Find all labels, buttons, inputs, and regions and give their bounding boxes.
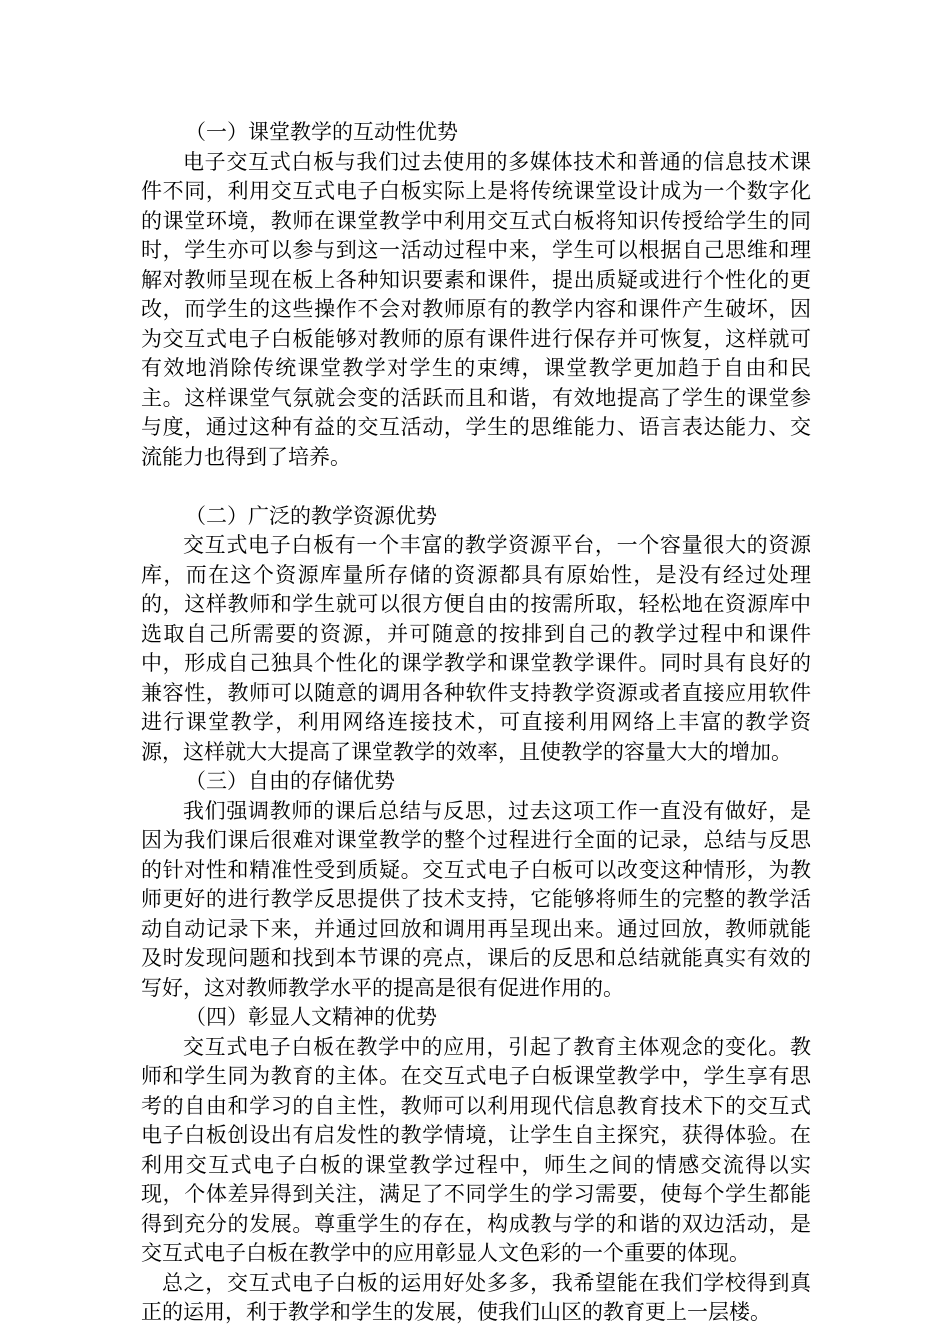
document-page — [141, 118, 811, 1328]
section-heading-3: （三）自由的存储优势 — [185, 769, 395, 793]
section-body-2: 交互式电子白板有一个丰富的教学资源平台，一个容量很大的资源库，而在这个资源库量所存储的资源都具有原始性，是没有经过处理的，这样教师和学生就可以很方便自由的按需所取，轻松地在资源库中选取自己所需要的资源，并可随意的按排到自己的教学过程中和课件中，形成自己独具个性化的课学教学和课堂教学课件。同时具有良好的兼容性，教师可以随意的调用各种软件支持教学资源或者直接应用软件进行课堂教学，利用网络连接技术，可直接利用网络上丰富的教学资源，这样就大大提高了课堂教学的效率，且使教学的容量大大的增加。 — [141, 533, 811, 764]
section-body-3: 我们强调教师的课后总结与反思，过去这项工作一直没有做好，是因为我们课后很难对课堂教学的整个过程进行全面的记录，总结与反思的针对性和精准性受到质疑。交互式电子白板可以改变这种情形，为教师更好的进行教学反思提供了技术支持，它能够将师生的完整的教学活动自动记录下来，并通过回放和调用再呈现出来。通过回放，教师就能及时发现问题和找到本节课的亮点，课后的反思和总结就能真实有效的写好，这对教师教学水平的提高是很有促进作用的。 — [141, 798, 811, 1000]
section-heading-4: （四）彰显人文精神的优势 — [185, 1005, 437, 1029]
section-body-4: 交互式电子白板在教学中的应用，引起了教育主体观念的变化。教师和学生同为教育的主体。在交互式电子白板课堂教学中，学生享有思考的自由和学习的自主性，教师可以利用现代信息教育技术下的交互式电子白板创设出有启发性的教学情境，让学生自主探究，获得体验。在利用交互式电子白板的课堂教学过程中，师生之间的情感交流得以实现，个体差异得到关注，满足了不同学生的学习需要，使每个学生都能得到充分的发展。尊重学生的存在，构成教与学的和谐的双边活动，是交互式电子白板在教学中的应用彰显人文色彩的一个重要的体现。 — [141, 1034, 811, 1265]
section-heading-1: （一）课堂教学的互动性优势 — [185, 120, 458, 144]
conclusion-paragraph: 总之，交互式电子白板的运用好处多多，我希望能在我们学校得到真正的运用，利于教学和学生的发展，使我们山区的教育更上一层楼。 — [141, 1270, 811, 1324]
section-body-1: 电子交互式白板与我们过去使用的多媒体技术和普通的信息技术课件不同，利用交互式电子白板实际上是将传统课堂设计成为一个数字化的课堂环境，教师在课堂教学中利用交互式白板将知识传授给学生的同时，学生亦可以参与到这一活动过程中来，学生可以根据自己思维和理解对教师呈现在板上各种知识要素和课件，提出质疑或进行个性化的更改，而学生的这些操作不会对教师原有的教学内容和课件产生破坏，因为交互式电子白板能够对教师的原有课件进行保存并可恢复，这样就可有效地消除传统课堂教学对学生的束缚，课堂教学更加趋于自由和民主。这样课堂气氛就会变的活跃而且和谐，有效地提高了学生的课堂参与度，通过这种有益的交互活动，学生的思维能力、语言表达能力、交流能力也得到了培养。 — [141, 149, 811, 469]
section-heading-2: （二）广泛的教学资源优势 — [185, 503, 437, 528]
paragraph-gap — [141, 472, 811, 502]
